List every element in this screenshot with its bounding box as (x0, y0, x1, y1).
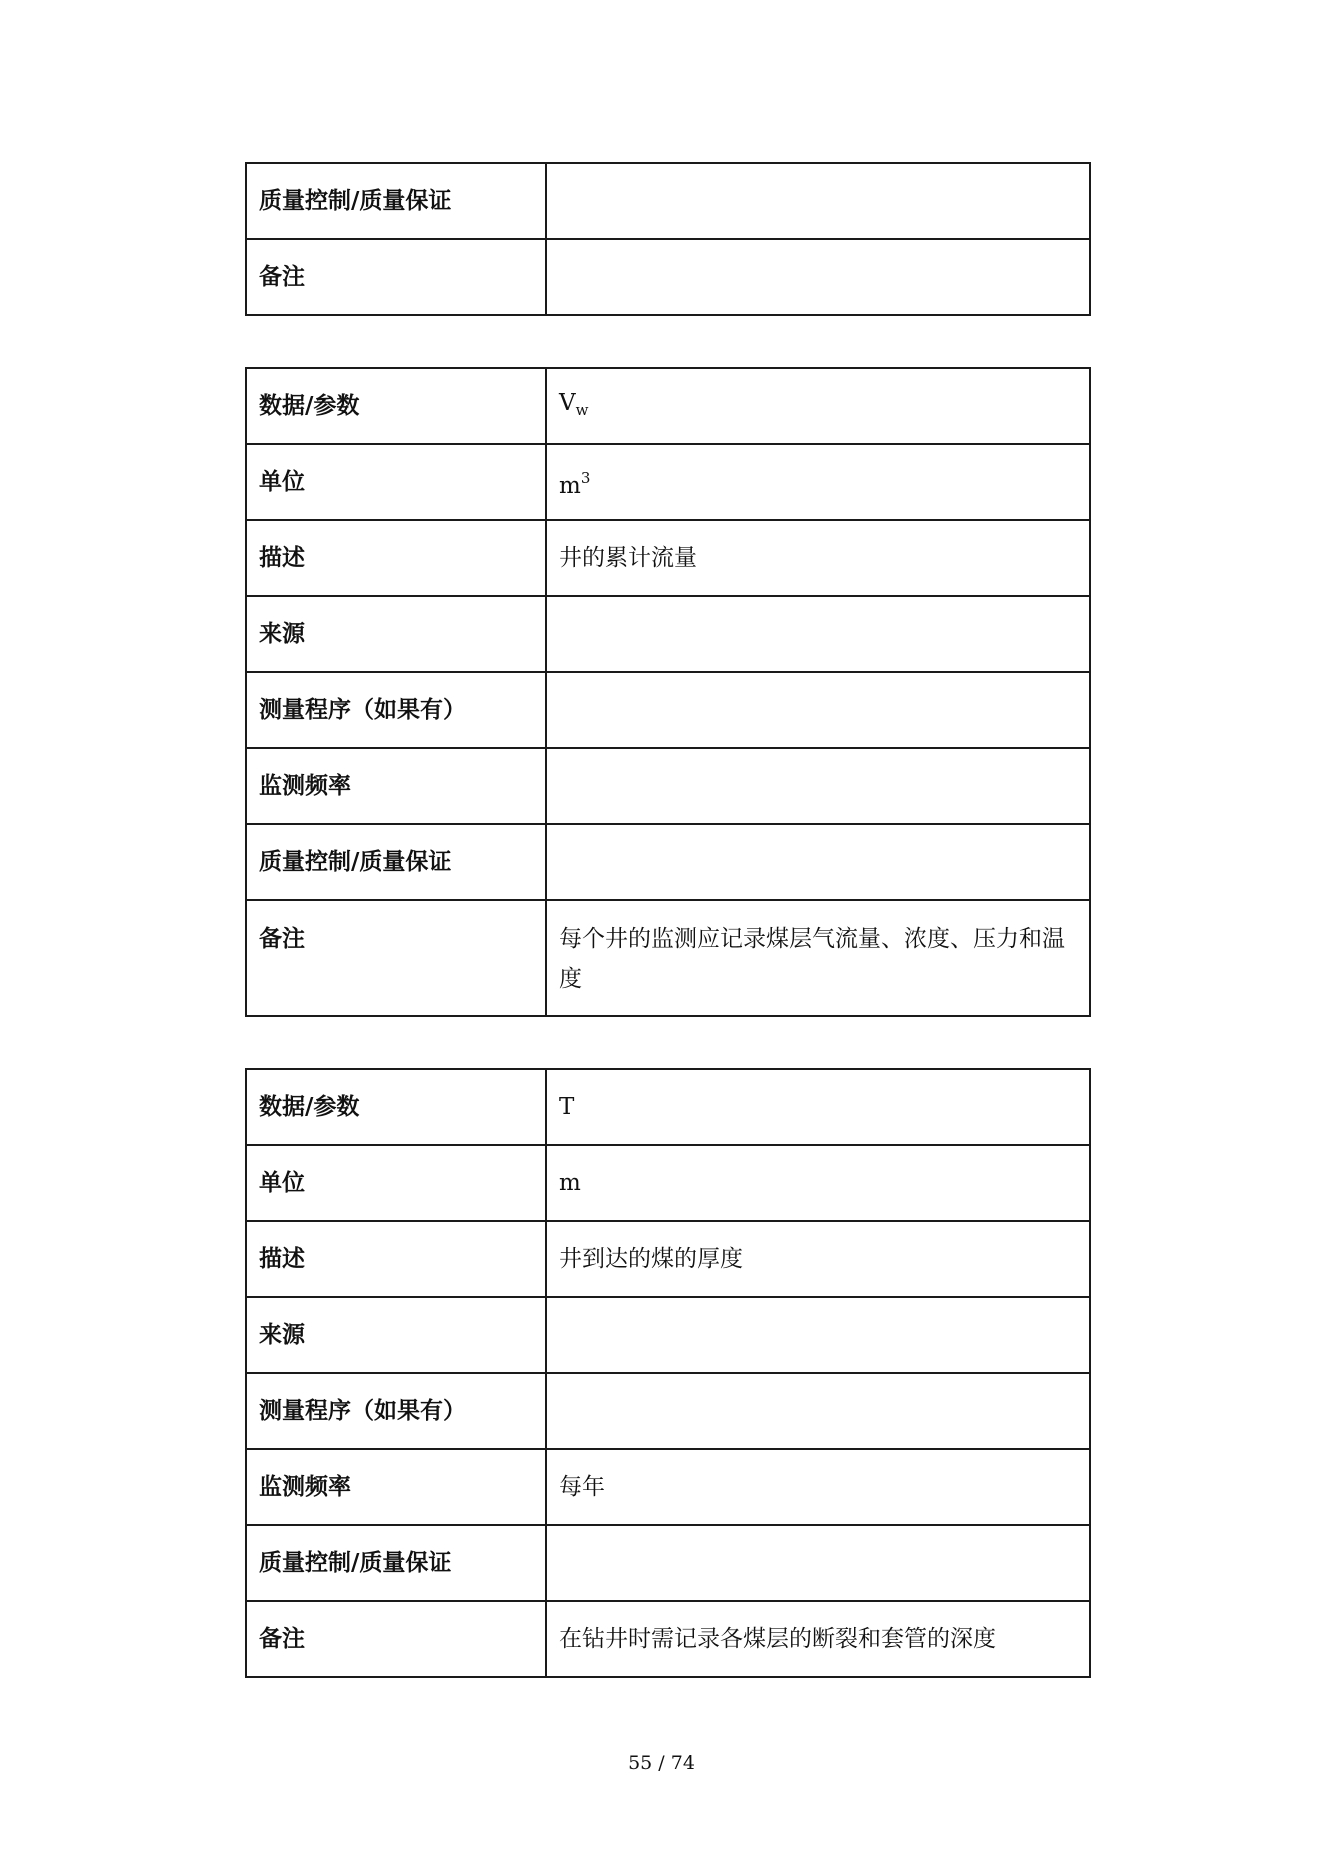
table-row (246, 1449, 1090, 1525)
row-label-source: 来源 (246, 1297, 546, 1373)
row-label-data-parameter: 数据/参数 (246, 368, 546, 444)
table-row (246, 748, 1090, 824)
table-row (246, 520, 1090, 596)
row-label-description: 描述 (246, 520, 546, 596)
table-row (246, 1601, 1090, 1677)
row-value-source (546, 596, 1090, 672)
row-label-qa-qc: 质量控制/质量保证 (246, 163, 546, 239)
row-value-unit (546, 444, 1090, 520)
row-label-unit: 单位 (246, 1145, 546, 1221)
row-value-monitoring-frequency: 每年 (546, 1449, 1090, 1525)
row-label-qa-qc: 质量控制/质量保证 (246, 824, 546, 900)
table-row (246, 239, 1090, 315)
row-label-monitoring-frequency: 监测频率 (246, 748, 546, 824)
row-value-unit: m (546, 1145, 1090, 1221)
table-row (246, 1297, 1090, 1373)
row-value-qa-qc (546, 824, 1090, 900)
param-subscript: w (575, 400, 589, 419)
row-value-measurement-procedure (546, 1373, 1090, 1449)
row-label-unit: 单位 (246, 444, 546, 520)
row-value-remarks (546, 239, 1090, 315)
table-row (246, 900, 1090, 1016)
table-row (246, 444, 1090, 520)
row-label-monitoring-frequency: 监测频率 (246, 1449, 546, 1525)
table-row (246, 1069, 1090, 1145)
parameter-table-t (245, 1068, 1091, 1678)
row-value-qa-qc (546, 163, 1090, 239)
table-row (246, 824, 1090, 900)
table-row (246, 1373, 1090, 1449)
row-value-remarks: 每个井的监测应记录煤层气流量、浓度、压力和温度 (546, 900, 1090, 1016)
unit-base: m (559, 473, 581, 499)
row-label-remarks: 备注 (246, 239, 546, 315)
table-row (246, 368, 1090, 444)
parameter-table-vw (245, 367, 1091, 1017)
row-label-qa-qc: 质量控制/质量保证 (246, 1525, 546, 1601)
row-value-data-parameter (546, 368, 1090, 444)
row-value-qa-qc (546, 1525, 1090, 1601)
row-value-measurement-procedure (546, 672, 1090, 748)
row-label-measurement-procedure: 测量程序（如果有） (246, 1373, 546, 1449)
row-value-monitoring-frequency (546, 748, 1090, 824)
table-row (246, 596, 1090, 672)
row-value-description: 井的累计流量 (546, 520, 1090, 596)
unit-exponent: 3 (580, 469, 591, 487)
row-value-data-parameter: T (546, 1069, 1090, 1145)
row-value-source (546, 1297, 1090, 1373)
table-row (246, 672, 1090, 748)
table-row (246, 1525, 1090, 1601)
row-label-description: 描述 (246, 1221, 546, 1297)
row-label-source: 来源 (246, 596, 546, 672)
table-row (246, 1145, 1090, 1221)
table-row (246, 1221, 1090, 1297)
row-label-data-parameter: 数据/参数 (246, 1069, 546, 1145)
parameter-table-continuation (245, 162, 1091, 316)
row-value-description: 井到达的煤的厚度 (546, 1221, 1090, 1297)
row-label-measurement-procedure: 测量程序（如果有） (246, 672, 546, 748)
row-value-remarks: 在钻井时需记录各煤层的断裂和套管的深度 (546, 1601, 1090, 1677)
page-number: 55 / 74 (628, 1752, 695, 1774)
row-label-remarks: 备注 (246, 900, 546, 1016)
param-symbol: V (559, 389, 576, 416)
table-row (246, 163, 1090, 239)
row-label-remarks: 备注 (246, 1601, 546, 1677)
